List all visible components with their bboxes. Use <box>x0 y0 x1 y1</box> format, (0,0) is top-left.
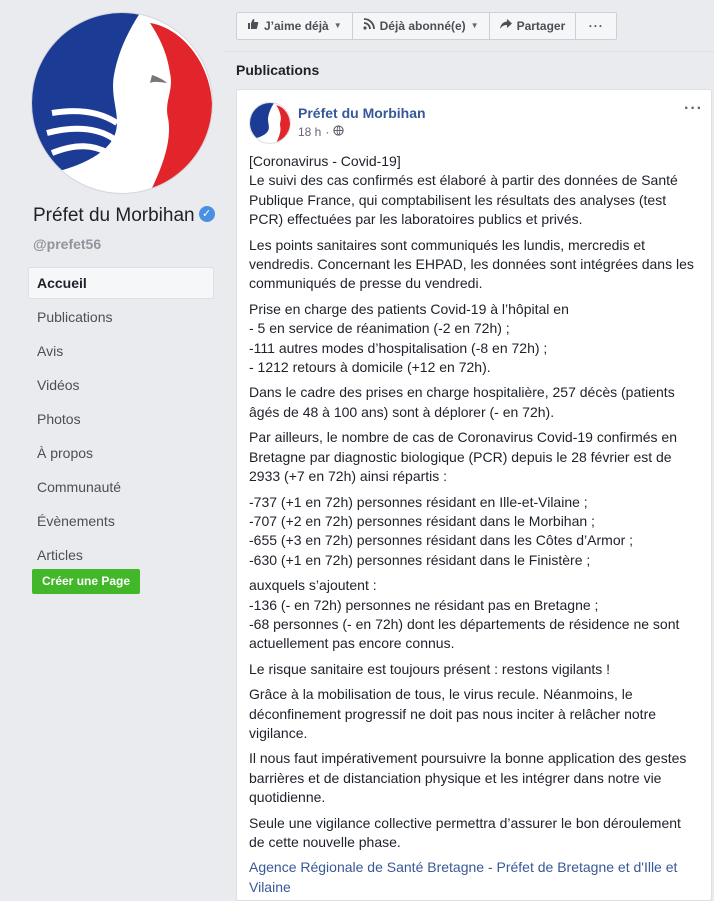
post-body <box>249 152 699 901</box>
share-label: Partager <box>516 19 566 33</box>
post-author-name[interactable]: Préfet du Morbihan <box>298 105 426 121</box>
chevron-down-icon: ▼ <box>470 21 479 30</box>
verified-badge-icon: ✓ <box>199 206 215 222</box>
like-label: J’aime déjà <box>264 19 329 33</box>
like-button[interactable] <box>236 12 353 40</box>
post-paragraph: Le risque sanitaire est toujours présent : restons vigilants ! <box>249 660 611 677</box>
post-paragraph: Seule une vigilance collective permettra d’assurer le bon déroulement de cette nouvelle phase. <box>249 814 681 850</box>
share-arrow-icon <box>500 13 512 39</box>
separator-dot: · <box>325 125 330 139</box>
page-actions-toolbar <box>236 12 616 38</box>
share-button[interactable] <box>489 12 577 40</box>
post-paragraph: Dans le cadre des prises en charge hospitalière, 257 décès (patients âgés de 48 à 100 ans) sont à déplorer (- en 72h). <box>249 384 675 420</box>
post-paragraph: [Coronavirus - Covid-19] Le suivi des cas confirmés est élaboré à partir des données de Santé Publique France, qui comptabilisent les résultats des analyses (test PCR) effectuées par les laboratoires publics et privés. <box>249 153 678 228</box>
create-page-button[interactable]: Créer une Page <box>32 569 140 594</box>
post-time[interactable]: 18 h <box>298 125 322 139</box>
post-paragraph: Il nous faut impérativement poursuivre la bonne application des gestes barrières et de distanciation physique et les intégrer dans notre vie quotidienne. <box>249 750 687 806</box>
chevron-down-icon: ▼ <box>333 21 342 30</box>
page-handle[interactable]: @prefet56 <box>33 236 102 252</box>
nav-item-avis[interactable]: Avis <box>37 343 64 359</box>
nav-item-videos[interactable]: Vidéos <box>37 377 80 393</box>
post-paragraph: Par ailleurs, le nombre de cas de Coronavirus Covid-19 confirmés en Bretagne par diagnostic biologique (PCR) depuis le 28 février est de 2933 (+7 en 72h) ainsi répartis : <box>249 429 677 485</box>
post-author-avatar[interactable] <box>249 102 291 144</box>
post-paragraph: Les points sanitaires sont communiqués les lundis, mercredis et vendredis. Concernant les EHPAD, les données sont intégrées dans les communiqués de presse du vendredi. <box>249 236 694 292</box>
post-paragraph: auxquels s’ajoutent : -136 (- en 72h) personnes ne résidant pas en Bretagne ; -68 personnes (- en 72h) dont les départements de résidence ne sont actuellement pas encore connus. <box>249 577 680 652</box>
post-paragraph: Prise en charge des patients Covid-19 à l’hôpital en - 5 en service de réanimation (-2 en 72h) ; -111 autres modes d’hospitalisation (-8 en 72h) ; - 1212 retours à domicile (+12 en 72h). <box>249 300 569 376</box>
marianne-logo-icon <box>32 13 212 193</box>
subscribed-button[interactable] <box>352 12 490 40</box>
rss-icon <box>363 13 375 39</box>
subscribed-label: Déjà abonné(e) <box>379 19 466 33</box>
globe-icon[interactable] <box>333 125 344 139</box>
thumbs-up-icon <box>247 13 259 39</box>
nav-item-photos[interactable]: Photos <box>37 411 81 427</box>
header-divider <box>224 51 714 52</box>
post-options-button[interactable]: ··· <box>684 100 703 117</box>
left-column <box>0 0 224 894</box>
post-tags-link[interactable]: Agence Régionale de Santé Bretagne - Préfet de Bretagne et d'Ille et Vilaine <box>249 859 678 895</box>
post-paragraph: Grâce à la mobilisation de tous, le virus recule. Néanmoins, le déconfinement progressif ne doit pas nous inciter à relâcher notre vigilance. <box>249 686 657 741</box>
post-card <box>236 89 712 901</box>
nav-item-publications[interactable]: Publications <box>37 309 113 325</box>
nav-item-evenements[interactable]: Évènements <box>37 513 115 529</box>
nav-item-a-propos[interactable]: À propos <box>37 445 94 461</box>
page-title <box>33 205 215 227</box>
post-paragraph: -737 (+1 en 72h) personnes résidant en Ille-et-Vilaine ; -707 (+2 en 72h) personnes résidant dans le Morbihan ; -655 (+3 en 72h) personnes résidant dans les Côtes d’Armor ; -630 (+1 en 72h) personnes résidant dans le Finistère ; <box>249 493 634 568</box>
page-nav <box>28 267 214 573</box>
nav-item-articles[interactable]: Articles <box>37 547 83 563</box>
nav-item-accueil[interactable]: Accueil <box>28 267 214 299</box>
more-options-button[interactable]: ··· <box>575 12 617 40</box>
marianne-logo-icon <box>250 103 290 143</box>
section-title: Publications <box>236 62 320 78</box>
post-meta <box>298 125 344 139</box>
page-name-text: Préfet du Morbihan <box>33 205 195 226</box>
nav-item-communaute[interactable]: Communauté <box>37 479 122 495</box>
page-avatar[interactable] <box>31 12 213 194</box>
